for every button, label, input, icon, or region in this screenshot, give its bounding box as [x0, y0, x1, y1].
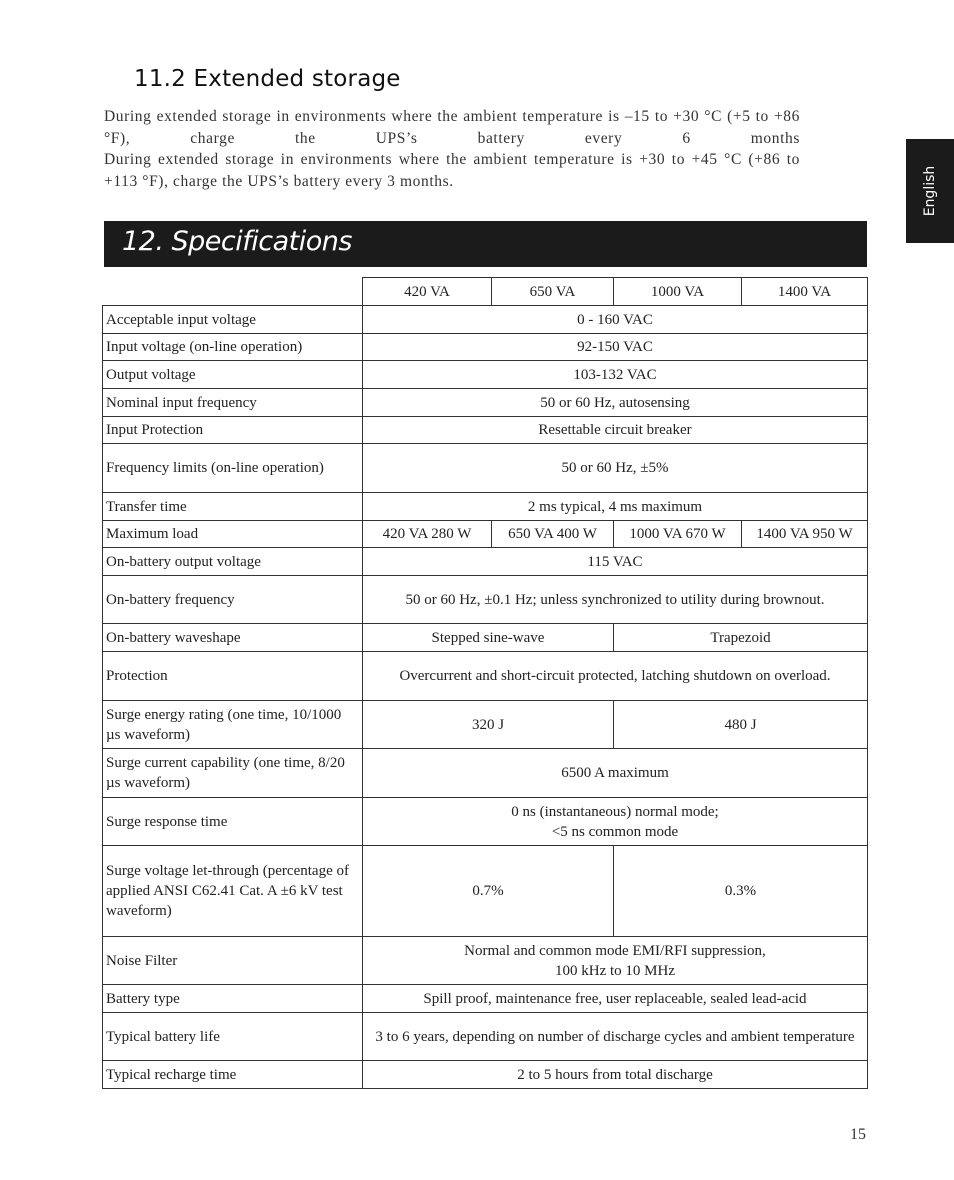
row-value: 115 VAC: [363, 548, 868, 576]
title-bar: [104, 221, 867, 267]
row-value: 1400 VA 950 W: [742, 521, 868, 548]
row-label: Frequency limits (on-line operation): [103, 444, 363, 493]
table-row: [103, 417, 868, 444]
row-value: 6500 A maximum: [363, 749, 868, 798]
row-label: Typical recharge time: [103, 1061, 363, 1089]
table-row: [103, 1013, 868, 1061]
row-value: 480 J: [614, 701, 868, 749]
row-label: Acceptable input voltage: [103, 306, 363, 334]
row-value: 0.7%: [363, 846, 614, 937]
table-row: [103, 749, 868, 798]
table-row: [103, 361, 868, 389]
row-value: 50 or 60 Hz, ±0.1 Hz; unless synchronized to utility during brownout.: [363, 576, 868, 624]
row-label: Surge current capability (one time, 8/20 µs waveform): [103, 749, 363, 798]
row-value: 50 or 60 Hz, ±5%: [363, 444, 868, 493]
row-value: Trapezoid: [614, 624, 868, 652]
row-value: Stepped sine-wave: [363, 624, 614, 652]
row-value-line: Normal and common mode EMI/RFI suppression,: [464, 942, 766, 959]
table-row: [103, 493, 868, 521]
row-value-line: 0 ns (instantaneous) normal mode;: [511, 803, 719, 820]
row-value-line: 100 kHz to 10 MHz: [555, 962, 675, 979]
header-cell: 1400 VA: [742, 278, 868, 306]
row-label: Input Protection: [103, 417, 363, 444]
table-row: [103, 576, 868, 624]
storage-paragraph-1: During extended storage in environments where the ambient temperature is –15 to +30 °C (+5 to +86 °F), charge the UPS’s battery every 6 months: [104, 108, 800, 147]
row-value: 50 or 60 Hz, autosensing: [363, 389, 868, 417]
row-label: On-battery frequency: [103, 576, 363, 624]
row-label: Typical battery life: [103, 1013, 363, 1061]
table-row: [103, 652, 868, 701]
row-label: Battery type: [103, 985, 363, 1013]
table-row: [103, 389, 868, 417]
language-tab: [906, 139, 954, 243]
row-label: Surge response time: [103, 798, 363, 846]
row-value: Overcurrent and short-circuit protected, latching shutdown on overload.: [363, 652, 868, 701]
row-value: 92-150 VAC: [363, 334, 868, 361]
specifications-table: [102, 277, 868, 1089]
table-row: [103, 985, 868, 1013]
language-tab-label: English: [922, 165, 938, 217]
row-label: Noise Filter: [103, 937, 363, 985]
row-value: 103-132 VAC: [363, 361, 868, 389]
table-row: [103, 1061, 868, 1089]
table-row: [103, 624, 868, 652]
table-row: [103, 444, 868, 493]
table-row: [103, 937, 868, 985]
row-label: Nominal input frequency: [103, 389, 363, 417]
row-value: 420 VA 280 W: [363, 521, 492, 548]
row-value: 0 - 160 VAC: [363, 306, 868, 334]
row-value: [363, 937, 868, 985]
row-label: Surge voltage let-through (percentage of applied ANSI C62.41 Cat. A ±6 kV test waveform): [103, 846, 363, 937]
row-label: Surge energy rating (one time, 10/1000 µs waveform): [103, 701, 363, 749]
row-value: 0.3%: [614, 846, 868, 937]
table-row: [103, 798, 868, 846]
row-value: 320 J: [363, 701, 614, 749]
table-row: [103, 306, 868, 334]
row-value: 2 to 5 hours from total discharge: [363, 1061, 868, 1089]
row-label: Transfer time: [103, 493, 363, 521]
row-value: Resettable circuit breaker: [363, 417, 868, 444]
row-label: Input voltage (on-line operation): [103, 334, 363, 361]
page-title: 12. Specifications: [122, 226, 352, 257]
row-label: On-battery output voltage: [103, 548, 363, 576]
table-row: [103, 548, 868, 576]
row-value: 1000 VA 670 W: [614, 521, 742, 548]
row-value: 2 ms typical, 4 ms maximum: [363, 493, 868, 521]
row-label: Output voltage: [103, 361, 363, 389]
header-cell: 650 VA: [492, 278, 614, 306]
table-row: [103, 846, 868, 937]
row-label: Protection: [103, 652, 363, 701]
row-value: 650 VA 400 W: [492, 521, 614, 548]
page-number: 15: [850, 1126, 866, 1143]
table-row: [103, 334, 868, 361]
row-label: Maximum load: [103, 521, 363, 548]
row-value: [363, 798, 868, 846]
row-label: On-battery waveshape: [103, 624, 363, 652]
table-header-row: [103, 278, 868, 306]
table-row: [103, 521, 868, 548]
table-row: [103, 701, 868, 749]
table-corner-cell: [103, 278, 363, 306]
row-value-line: <5 ns common mode: [551, 823, 679, 840]
header-cell: 1000 VA: [614, 278, 742, 306]
section-heading: 11.2 Extended storage: [134, 66, 401, 92]
storage-paragraph-2: During extended storage in environments where the ambient temperature is +30 to +45 °C (+86 to +113 °F), charge the UPS’s battery every 3 months.: [104, 151, 800, 190]
row-value: Spill proof, maintenance free, user replaceable, sealed lead-acid: [363, 985, 868, 1013]
row-value: 3 to 6 years, depending on number of discharge cycles and ambient temperature: [363, 1013, 868, 1061]
header-cell: 420 VA: [363, 278, 492, 306]
